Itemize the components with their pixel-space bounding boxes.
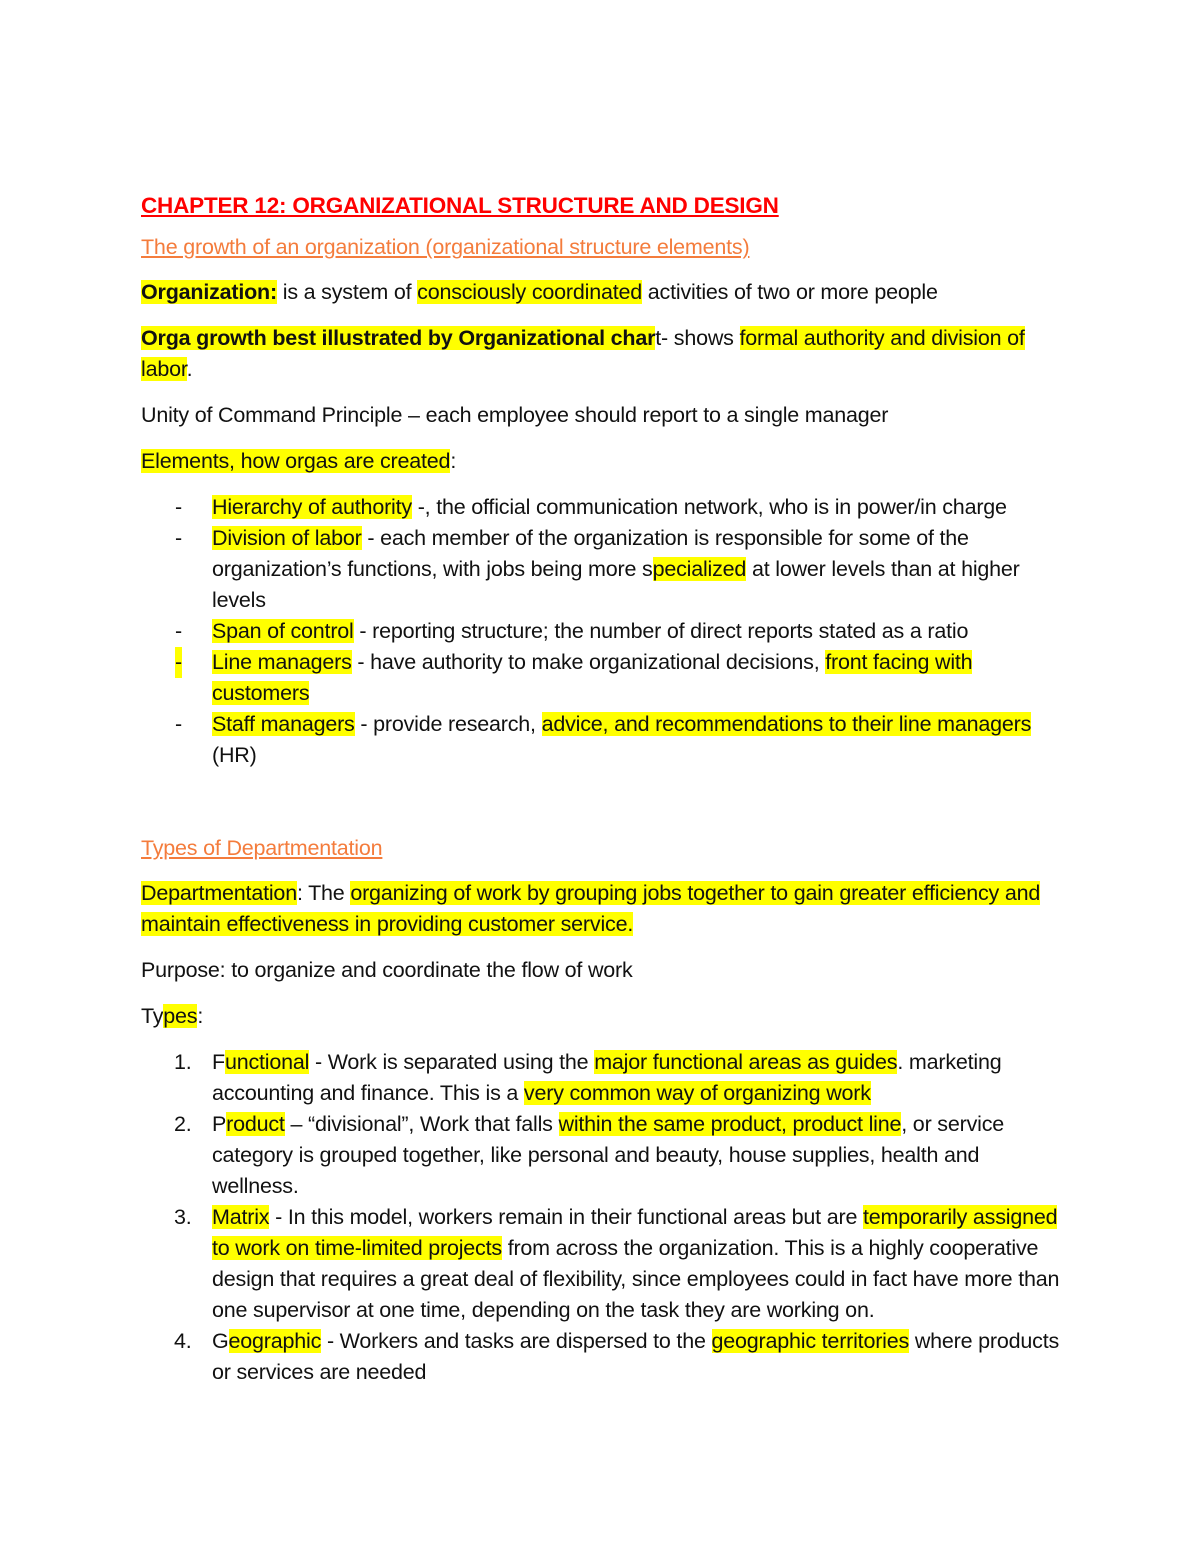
section-heading-departmentation: Types of Departmentation (141, 836, 383, 860)
types-list (141, 1047, 1061, 1388)
paragraph-elements-intro: Elements, how orgas are created: (141, 449, 457, 473)
list-item: - Span of control - reporting structure; the number of direct reports stated as a ratio (175, 619, 969, 643)
elements-list (141, 492, 1061, 771)
chapter-title: CHAPTER 12: ORGANIZATIONAL STRUCTURE AND DESIGN (141, 193, 779, 218)
list-item: 4. Geographic - Workers and tasks are dispersed to the geographic territories where products or services are needed (174, 1329, 1060, 1384)
paragraph-purpose: Purpose: to organize and coordinate the flow of work (141, 958, 633, 982)
list-item: - Division of labor - each member of the organization is responsible for some of the organization’s functions, with jobs being more specialized at lower levels than at higher levels (175, 526, 1020, 612)
list-item: - Line managers - have authority to make organizational decisions, front facing with customers (141, 647, 1061, 709)
section-spacer (141, 771, 1061, 833)
list-item: - Staff managers - provide research, advice, and recommendations to their line managers (HR) (175, 712, 1032, 767)
list-item: 3. Matrix - In this model, workers remain in their functional areas but are temporarily assigned to work on time-limited projects from across the organization. This is a highly cooperative design that requires a great deal of flexibility, since employees could in fact have more than one supervisor at one time, depending on the task they are working on. (174, 1205, 1060, 1322)
section-heading-growth: The growth of an organization (organizational structure elements) (141, 235, 750, 259)
list-item: 2. Product – “divisional”, Work that falls within the same product, product line, or service category is grouped together, like personal and beauty, house supplies, health and wellness. (174, 1112, 1005, 1198)
list-item: 1. Functional - Work is separated using the major functional areas as guides. marketing accounting and finance. This is a very common way of organizing work (174, 1050, 1002, 1105)
paragraph-org-chart: Orga growth best illustrated by Organizational chart- shows formal authority and division of labor. (141, 326, 1025, 381)
document-content (141, 190, 1061, 1388)
paragraph-types-intro: Types: (141, 1004, 204, 1028)
paragraph-organization-definition: Organization: is a system of consciously coordinated activities of two or more people (141, 280, 938, 304)
paragraph-departmentation-definition: Departmentation: The organizing of work by grouping jobs together to gain greater efficiency and maintain effectiveness in providing customer service. (141, 881, 1041, 936)
list-item: - Hierarchy of authority -, the official communication network, who is in power/in charge (175, 495, 1007, 519)
paragraph-unity-of-command: Unity of Command Principle – each employee should report to a single manager (141, 403, 889, 427)
